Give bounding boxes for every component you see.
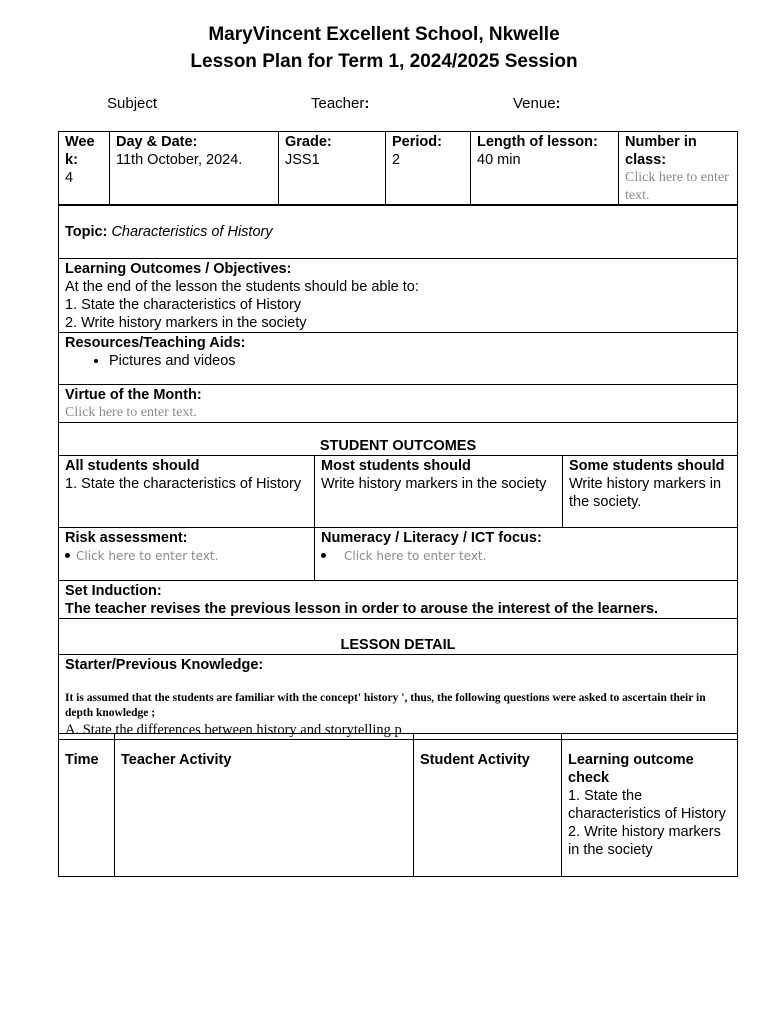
resources-label: Resources/Teaching Aids: bbox=[65, 335, 246, 351]
school-name: MaryVincent Excellent School, Nkwelle bbox=[208, 24, 560, 45]
focus-cell bbox=[315, 528, 738, 581]
lesson-body-table bbox=[58, 204, 738, 740]
outcome-check-cell bbox=[562, 734, 738, 877]
length-label: Length of lesson: bbox=[477, 134, 598, 150]
some-students-cell bbox=[563, 456, 738, 528]
induction-cell bbox=[59, 581, 738, 619]
most-students-cell bbox=[315, 456, 563, 528]
lesson-info-table bbox=[58, 131, 738, 206]
virtue-cell bbox=[59, 385, 738, 423]
time-header: Time bbox=[59, 734, 115, 877]
subject-label: Subject bbox=[107, 95, 158, 112]
some-students-value: Write history markers in the society. bbox=[569, 476, 722, 510]
plan-title: Lesson Plan for Term 1, 2024/2025 Session bbox=[190, 51, 578, 72]
grade-label: Grade: bbox=[285, 134, 332, 150]
topic-label: Topic: bbox=[65, 224, 108, 240]
some-students-label: Some students should bbox=[569, 458, 725, 474]
class-cell[interactable] bbox=[619, 132, 738, 206]
period-value: 2 bbox=[392, 152, 401, 168]
outcome-check-item: 2. Write history markers in the society bbox=[568, 824, 721, 858]
period-label: Period: bbox=[392, 134, 442, 150]
resource-item: • Pictures and videos bbox=[109, 352, 731, 370]
teacher-field: Teacher: bbox=[311, 95, 370, 112]
grade-value: JSS1 bbox=[285, 152, 320, 168]
class-size-field[interactable]: Click here to enter text. bbox=[625, 170, 729, 203]
starter-cell bbox=[59, 655, 738, 740]
objective-item: 1. State the characteristics of History bbox=[65, 297, 302, 313]
date-cell bbox=[110, 132, 279, 206]
risk-field[interactable]: Click here to enter text. bbox=[76, 549, 219, 563]
bullet-icon bbox=[65, 553, 70, 558]
risk-label: Risk assessment: bbox=[65, 530, 188, 546]
student-outcomes-heading: STUDENT OUTCOMES bbox=[59, 423, 738, 456]
outcome-check-label: Learning outcome check bbox=[568, 752, 694, 786]
most-students-label: Most students should bbox=[321, 458, 471, 474]
risk-cell bbox=[59, 528, 315, 581]
week-cell bbox=[59, 132, 110, 206]
induction-label: Set Induction: bbox=[65, 583, 162, 599]
risk-bullet bbox=[65, 547, 308, 565]
question-a: A. State the differences between history and storytelling p bbox=[65, 722, 402, 738]
focus-bullet bbox=[321, 547, 731, 565]
length-value: 40 min bbox=[477, 152, 521, 168]
induction-text: The teacher revises the previous lesson in order to arouse the interest of the learners. bbox=[65, 601, 659, 617]
most-students-value: Write history markers in the society bbox=[321, 476, 547, 492]
date-value: 11th October, 2024. bbox=[116, 152, 243, 168]
week-label: Wee k: bbox=[65, 134, 95, 168]
teacher-activity-header: Teacher Activity bbox=[115, 734, 414, 877]
venue-field: Venue: bbox=[513, 95, 561, 112]
all-students-cell bbox=[59, 456, 315, 528]
objective-item: 2. Write history markers in the society bbox=[65, 315, 307, 331]
teacher-label: Teacher bbox=[311, 95, 365, 112]
objectives-intro: At the end of the lesson the students should be able to: bbox=[65, 279, 419, 295]
outcome-check-item: 1. State the characteristics of History bbox=[568, 788, 726, 822]
objectives-label: Learning Outcomes / Objectives: bbox=[65, 261, 292, 277]
grade-cell bbox=[279, 132, 386, 206]
venue-label: Venue bbox=[513, 95, 556, 112]
class-label: Number in class: bbox=[625, 134, 697, 168]
virtue-label: Virtue of the Month: bbox=[65, 387, 202, 403]
focus-field[interactable]: Click here to enter text. bbox=[344, 549, 487, 563]
objectives-cell bbox=[59, 259, 738, 333]
starter-label: Starter/Previous Knowledge: bbox=[65, 657, 264, 673]
bullet-icon bbox=[321, 553, 326, 558]
starter-text: It is assumed that the students are familiar with the concept' history ', thus, the following questions were asked to ascertain their in depth knowledge ; bbox=[65, 692, 706, 719]
date-label: Day & Date: bbox=[116, 134, 198, 150]
lesson-detail-heading: LESSON DETAIL bbox=[59, 619, 738, 655]
activity-table bbox=[58, 733, 738, 877]
topic-value: Characteristics of History bbox=[111, 224, 273, 240]
virtue-field[interactable]: Click here to enter text. bbox=[65, 405, 197, 420]
resources-cell bbox=[59, 333, 738, 385]
week-value: 4 bbox=[65, 170, 74, 186]
period-cell bbox=[386, 132, 471, 206]
focus-label: Numeracy / Literacy / ICT focus: bbox=[321, 530, 542, 546]
all-students-label: All students should bbox=[65, 458, 200, 474]
topic-cell bbox=[59, 205, 738, 259]
student-activity-header: Student Activity bbox=[414, 734, 562, 877]
length-cell bbox=[471, 132, 619, 206]
all-students-value: 1. State the characteristics of History bbox=[65, 476, 302, 492]
